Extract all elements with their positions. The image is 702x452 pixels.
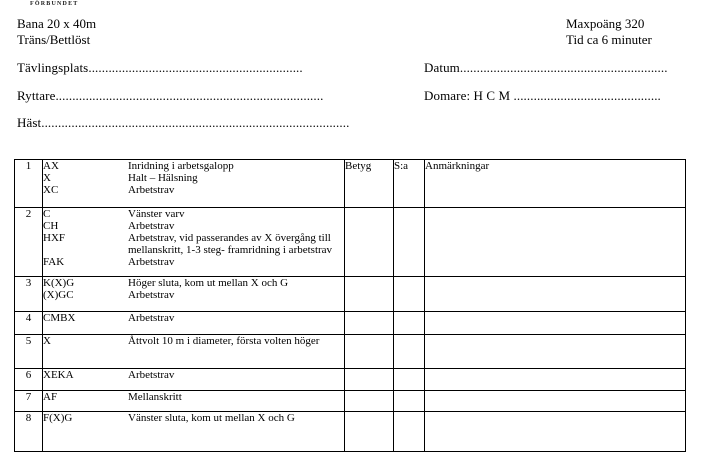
sa-cell [394, 208, 425, 277]
anmarkningar-cell [425, 391, 686, 412]
movement-line [43, 412, 344, 424]
max-points: Maxpoäng 320 [566, 16, 645, 31]
anmarkningar-cell [425, 277, 686, 312]
sa-cell [394, 369, 425, 391]
course-size: Bana 20 x 40m [17, 16, 97, 31]
sa-cell [394, 312, 425, 335]
anmarkningar-cell [425, 312, 686, 335]
bridle-info: Träns/Bettlöst [17, 32, 91, 47]
federation-logo-text: FÖRBUNDET [30, 1, 79, 7]
sa-cell [394, 391, 425, 412]
betyg-cell [345, 208, 394, 277]
movement-number: 6 [15, 369, 43, 391]
movement-number: 1 [15, 160, 43, 208]
movement-letters: AF [43, 391, 58, 403]
movement-letters: CMBX [43, 312, 76, 324]
movement-letters: X [43, 172, 51, 184]
header-right [566, 16, 652, 48]
betyg-cell [345, 391, 394, 412]
movement-letters: XC [43, 184, 59, 196]
movement-line [43, 369, 344, 381]
score-table [14, 159, 686, 452]
movement-letters: (X)GC [43, 289, 74, 301]
movement-letters: F(X)G [43, 412, 73, 424]
field-domare: Domare: H C M ............................................ [424, 88, 661, 103]
sa-cell: S:a [394, 160, 425, 208]
movement-description: Mellanskritt [128, 391, 182, 403]
table-row [15, 277, 686, 312]
movement-description: Höger sluta, kom ut mellan X och G [128, 277, 289, 289]
field-hast: Häst............................................................................................ [17, 115, 350, 130]
movement-description: Arbetstrav [128, 184, 175, 196]
movement-cell [43, 160, 345, 208]
movement-letters: K(X)G [43, 277, 75, 289]
movement-line [43, 208, 344, 220]
movement-letters: FAK [43, 256, 65, 268]
betyg-cell [345, 335, 394, 369]
anmarkningar-cell [425, 369, 686, 391]
betyg-cell [345, 312, 394, 335]
movement-line [43, 391, 344, 403]
movement-cell [43, 277, 345, 312]
movement-description: Arbetstrav [128, 289, 175, 301]
movement-number: 8 [15, 412, 43, 452]
movement-cell [43, 312, 345, 335]
movement-letters: X [43, 335, 51, 347]
movement-cell [43, 208, 345, 277]
field-ryttare: Ryttare................................................................................ [17, 88, 324, 103]
movement-line [43, 160, 344, 172]
movement-line [43, 220, 344, 232]
betyg-cell [345, 277, 394, 312]
sa-cell [394, 277, 425, 312]
movement-number: 7 [15, 391, 43, 412]
table-row [15, 369, 686, 391]
movement-line [43, 256, 344, 268]
movement-description: Inridning i arbetsgalopp [128, 160, 234, 172]
movement-letters: CH [43, 220, 59, 232]
anmarkningar-cell: Anmärkningar [425, 160, 686, 208]
movement-letters: AX [43, 160, 59, 172]
movement-letters: C [43, 208, 51, 220]
movement-line [43, 184, 344, 196]
table-row [15, 335, 686, 369]
movement-description: Arbetstrav [128, 256, 175, 268]
movement-description: Vänster varv [128, 208, 185, 220]
table-row [15, 391, 686, 412]
table-row [15, 312, 686, 335]
movement-description: Arbetstrav [128, 220, 175, 232]
sa-cell [394, 335, 425, 369]
anmarkningar-cell [425, 335, 686, 369]
movement-description: Arbetstrav [128, 369, 175, 381]
movement-line [43, 289, 344, 301]
movement-cell [43, 369, 345, 391]
betyg-cell [345, 369, 394, 391]
field-tavlingsplats: Tävlingsplats................................................................ [17, 60, 303, 75]
movement-description: Åttvolt 10 m i diameter, första volten höger [128, 335, 320, 347]
movement-cell [43, 391, 345, 412]
movement-cell [43, 335, 345, 369]
movement-line [43, 172, 344, 184]
field-datum: Datum.............................................................. [424, 60, 668, 75]
movement-line [43, 277, 344, 289]
movement-line [43, 232, 344, 256]
movement-description: Arbetstrav [128, 312, 175, 324]
movement-description: Vänster sluta, kom ut mellan X och G [128, 412, 295, 424]
anmarkningar-cell [425, 208, 686, 277]
table-row [15, 208, 686, 277]
header-left [17, 16, 96, 48]
movement-number: 4 [15, 312, 43, 335]
movement-line [43, 312, 344, 324]
table-row [15, 160, 686, 208]
movement-number: 2 [15, 208, 43, 277]
movement-letters: HXF [43, 232, 66, 244]
movement-line [43, 335, 344, 347]
movement-number: 5 [15, 335, 43, 369]
movement-number: 3 [15, 277, 43, 312]
movement-description: Halt – Hälsning [128, 172, 198, 184]
time-info: Tid ca 6 minuter [566, 32, 652, 47]
movement-letters: XEKA [43, 369, 74, 381]
score-table-body [15, 160, 686, 452]
betyg-cell: Betyg [345, 160, 394, 208]
movement-description: Arbetstrav, vid passerandes av X övergång till mellanskritt, 1-3 steg- framridning i arbetstrav [128, 232, 333, 256]
